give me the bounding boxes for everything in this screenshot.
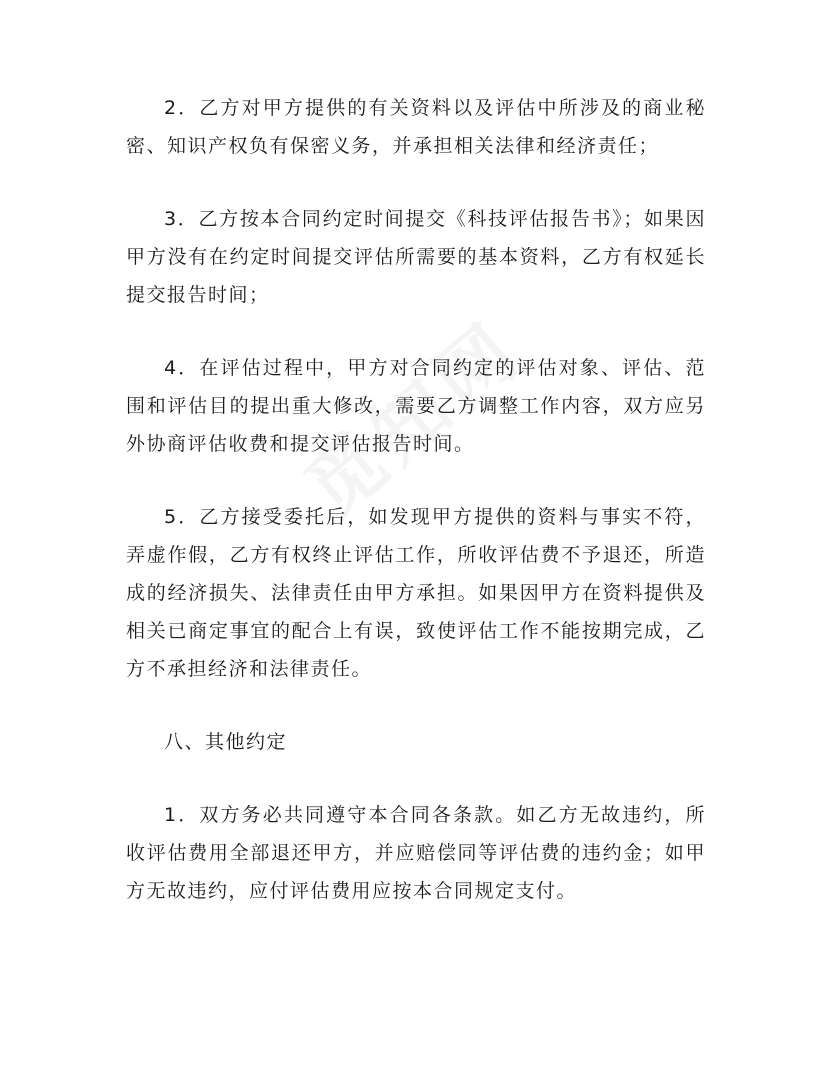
clause-3-report-submission: 3．乙方按本合同约定时间提交《科技评估报告书》；如果因甲方没有在约定时间提交评估所需要的基本资料，乙方有权延长提交报告时间； [126, 208, 706, 306]
document-body [126, 89, 706, 945]
clause-2-confidentiality: 2．乙方对甲方提供的有关资料以及评估中所涉及的商业秘密、知识产权负有保密义务，并承担相关法律和经济责任； [126, 97, 706, 157]
clause-4-scope-changes: 4．在评估过程中，甲方对合同约定的评估对象、评估、范围和评估目的提出重大修改，需要乙方调整工作内容，双方应另外协商评估收费和提交评估报告时间。 [126, 357, 706, 455]
clause-5-false-information: 5．乙方接受委托后，如发现甲方提供的资料与事实不符，弄虚作假，乙方有权终止评估工作，所收评估费不予退还，所造成的经济损失、法律责任由甲方承担。如果因甲方在资料提供及相关已商定事宜的配合上有误，致使评估工作不能按期完成，乙方不承担经济和法律责任。 [126, 506, 706, 680]
clause-1-breach: 1．双方务必共同遵守本合同各条款。如乙方无故违约，所收评估费用全部退还甲方，并应赔偿同等评估费的违约金；如甲方无故违约，应付评估费用应按本合同规定支付。 [126, 804, 706, 902]
section-heading-other-terms: 八、其他约定 [164, 731, 288, 753]
